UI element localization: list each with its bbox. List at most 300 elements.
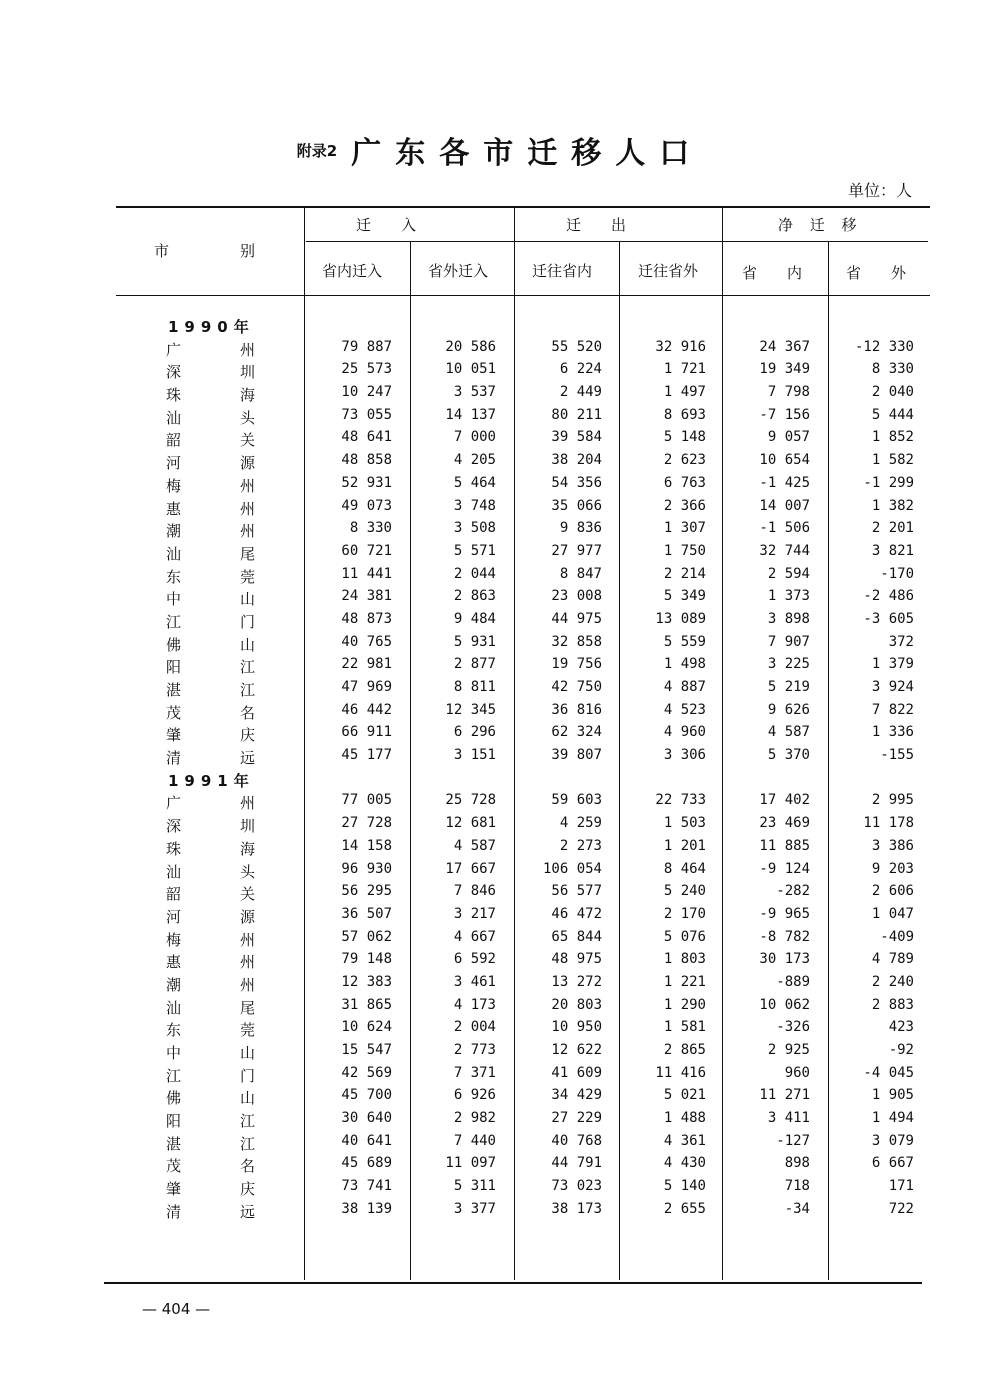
net-outside: 1 336: [871, 724, 914, 741]
city-name-2: 名: [240, 1157, 256, 1176]
city-name-2: 海: [240, 386, 256, 405]
in-outside: 20 586: [445, 338, 496, 355]
city-name-1: 珠: [166, 386, 182, 405]
in-within: 12 383: [341, 973, 392, 990]
table-row: [0, 1063, 1000, 1086]
in-within: 96 930: [341, 860, 392, 877]
in-outside: 6 926: [453, 1087, 496, 1104]
in-outside: 7 440: [453, 1132, 496, 1149]
net-within: -8 782: [759, 928, 810, 945]
header-city-1: 市: [154, 242, 170, 260]
table-row: [0, 609, 1000, 632]
city-name-2: 州: [240, 522, 256, 541]
out-within: 36 816: [551, 701, 602, 718]
out-within: 32 858: [551, 633, 602, 650]
net-outside: -2 486: [863, 588, 914, 605]
in-outside: 5 931: [453, 633, 496, 650]
out-within: 62 324: [551, 724, 602, 741]
net-outside: 372: [888, 633, 914, 650]
city-name-2: 州: [240, 930, 256, 949]
net-within: -127: [776, 1132, 810, 1149]
in-within: 25 573: [341, 361, 392, 378]
table-row: [0, 995, 1000, 1018]
net-outside: 2 240: [871, 973, 914, 990]
out-within: 2 449: [559, 384, 602, 401]
in-within: 52 931: [341, 474, 392, 491]
out-outside: 2 865: [663, 1042, 706, 1058]
in-outside: 17 667: [445, 860, 496, 877]
net-within: 2 925: [767, 1042, 810, 1058]
city-name-2: 江: [240, 1112, 256, 1131]
in-within: 36 507: [341, 905, 392, 922]
city-name-1: 清: [166, 1202, 182, 1221]
city-name-1: 江: [166, 612, 182, 631]
out-within: 4 259: [559, 815, 602, 832]
header-in-outside: 省外迁入: [428, 262, 489, 280]
net-outside: 4 789: [871, 951, 914, 968]
city-name-2: 圳: [240, 363, 256, 382]
table-row: [0, 745, 1000, 768]
in-within: 31 865: [341, 996, 392, 1013]
city-name-1: 韶: [166, 885, 182, 904]
net-outside: 2 883: [871, 996, 914, 1013]
out-outside: 1 497: [663, 384, 706, 401]
in-outside: 14 137: [445, 406, 496, 423]
table-row: [0, 1153, 1000, 1176]
table-row: [0, 473, 1000, 496]
net-outside: 3 821: [871, 542, 914, 559]
city-name-1: 佛: [166, 635, 182, 654]
out-outside: 1 307: [663, 520, 706, 537]
net-within: -34: [784, 1200, 810, 1217]
net-outside: 1 905: [871, 1087, 914, 1104]
net-outside: 2 040: [871, 384, 914, 401]
table-row: [0, 496, 1000, 519]
table-row: [0, 881, 1000, 904]
table-row: [0, 722, 1000, 745]
city-name-1: 河: [166, 454, 182, 473]
header-bottom-rule: [116, 295, 930, 296]
net-outside: 171: [888, 1178, 914, 1195]
net-within: -7 156: [759, 406, 810, 423]
in-within: 22 981: [341, 656, 392, 673]
header-net-outside: 省 外: [846, 264, 907, 282]
in-within: 42 569: [341, 1064, 392, 1081]
net-within: 898: [784, 1155, 810, 1172]
in-outside: 2 863: [453, 588, 496, 605]
in-outside: 3 151: [453, 747, 496, 764]
out-within: 44 975: [551, 610, 602, 627]
header-in-within: 省内迁入: [322, 262, 383, 280]
city-name-2: 莞: [240, 567, 256, 586]
net-within: -1 506: [759, 520, 810, 537]
table-row: [0, 1040, 1000, 1063]
net-within: 7 907: [767, 633, 810, 650]
table-row: [0, 927, 1000, 950]
in-outside: 8 811: [453, 679, 496, 695]
city-name-1: 广: [166, 794, 182, 813]
out-outside: 5 076: [663, 928, 706, 945]
net-outside: 1 582: [871, 452, 914, 469]
out-outside: 22 733: [655, 792, 706, 809]
table-row: [0, 1131, 1000, 1154]
city-name-1: 中: [166, 590, 182, 609]
net-within: 17 402: [759, 792, 810, 809]
city-name-2: 江: [240, 1134, 256, 1153]
net-within: 2 594: [767, 565, 810, 582]
net-within: 24 367: [759, 338, 810, 355]
net-outside: -409: [880, 928, 914, 945]
out-outside: 5 140: [663, 1178, 706, 1195]
out-outside: 2 214: [663, 565, 706, 582]
net-within: 4 587: [767, 724, 810, 741]
header-city-2: 别: [240, 242, 256, 260]
in-within: 79 148: [341, 951, 392, 968]
city-name-2: 头: [240, 408, 256, 427]
table-body: [0, 314, 1000, 1222]
in-outside: 3 508: [453, 520, 496, 537]
city-name-2: 门: [240, 1066, 256, 1085]
out-within: 56 577: [551, 883, 602, 900]
table-row: [0, 632, 1000, 655]
city-name-1: 潮: [166, 522, 182, 541]
table-row: [0, 337, 1000, 360]
net-outside: 6 667: [871, 1155, 914, 1172]
city-name-2: 源: [240, 454, 256, 473]
city-name-2: 州: [240, 953, 256, 972]
out-outside: 1 221: [663, 973, 706, 990]
in-within: 15 547: [341, 1042, 392, 1058]
out-outside: 1 201: [663, 837, 706, 854]
net-outside: 1 852: [871, 429, 914, 446]
out-within: 38 173: [551, 1200, 602, 1217]
in-within: 30 640: [341, 1110, 392, 1127]
table-row: [0, 405, 1000, 428]
out-within: 12 622: [551, 1042, 602, 1058]
in-within: 45 689: [341, 1155, 392, 1172]
out-outside: 6 763: [663, 474, 706, 491]
in-within: 49 073: [341, 497, 392, 514]
city-name-2: 尾: [240, 998, 256, 1017]
city-name-2: 江: [240, 681, 256, 699]
out-within: 44 791: [551, 1155, 602, 1172]
in-within: 77 005: [341, 792, 392, 809]
city-name-1: 汕: [166, 408, 182, 427]
city-name-1: 河: [166, 907, 182, 926]
table-row: [0, 813, 1000, 836]
in-outside: 7 000: [453, 429, 496, 446]
net-within: 3 225: [767, 656, 810, 673]
in-within: 45 177: [341, 747, 392, 764]
year-label: 1991年: [168, 771, 255, 790]
net-outside: -1 299: [863, 474, 914, 491]
header-out-within: 迁往省内: [532, 262, 593, 280]
out-within: 10 950: [551, 1019, 602, 1036]
net-outside: 3 924: [871, 679, 914, 695]
in-outside: 2 877: [453, 656, 496, 673]
net-outside: 9 203: [871, 860, 914, 877]
out-within: 38 204: [551, 452, 602, 469]
in-within: 56 295: [341, 883, 392, 900]
out-within: 54 356: [551, 474, 602, 491]
out-outside: 3 306: [663, 747, 706, 764]
out-outside: 2 623: [663, 452, 706, 469]
in-outside: 6 296: [453, 724, 496, 741]
in-outside: 9 484: [453, 610, 496, 627]
out-outside: 4 523: [663, 701, 706, 718]
table-row: [0, 1017, 1000, 1040]
appendix-label: 附录2: [296, 141, 338, 160]
city-name-2: 头: [240, 862, 256, 881]
city-name-2: 州: [240, 499, 256, 518]
city-name-1: 汕: [166, 544, 182, 563]
out-outside: 5 021: [663, 1087, 706, 1104]
in-within: 14 158: [341, 837, 392, 854]
in-within: 73 055: [341, 406, 392, 423]
net-outside: 7 822: [871, 701, 914, 718]
city-name-2: 山: [240, 1044, 256, 1062]
out-within: 27 229: [551, 1110, 602, 1127]
out-within: 48 975: [551, 951, 602, 968]
net-within: 3 898: [767, 610, 810, 627]
out-outside: 1 488: [663, 1110, 706, 1127]
out-outside: 8 693: [663, 406, 706, 423]
net-outside: 5 444: [871, 406, 914, 423]
in-outside: 4 173: [453, 996, 496, 1013]
table-row: [0, 677, 1000, 700]
table-row: [0, 427, 1000, 450]
net-outside: 1 047: [871, 905, 914, 922]
city-name-1: 清: [166, 749, 182, 768]
city-name-1: 珠: [166, 839, 182, 858]
in-within: 79 887: [341, 338, 392, 355]
table-row: [0, 859, 1000, 882]
city-name-1: 广: [166, 340, 182, 359]
out-outside: 4 887: [663, 679, 706, 695]
net-outside: 1 379: [871, 656, 914, 673]
city-name-1: 韶: [166, 431, 182, 450]
city-name-2: 山: [240, 590, 256, 609]
in-outside: 4 667: [453, 928, 496, 945]
table-bottom-rule: [104, 1282, 922, 1284]
city-name-2: 莞: [240, 1021, 256, 1040]
out-within: 6 224: [559, 361, 602, 378]
in-outside: 3 748: [453, 497, 496, 514]
city-name-1: 潮: [166, 975, 182, 994]
net-outside: 2 201: [871, 520, 914, 537]
out-within: 13 272: [551, 973, 602, 990]
in-outside: 25 728: [445, 792, 496, 809]
net-within: 14 007: [759, 497, 810, 514]
table-row: [0, 949, 1000, 972]
net-within: -9 124: [759, 860, 810, 877]
in-within: 8 330: [349, 520, 392, 537]
out-within: 35 066: [551, 497, 602, 514]
in-outside: 3 377: [453, 1200, 496, 1217]
out-outside: 4 960: [663, 724, 706, 741]
in-within: 73 741: [341, 1178, 392, 1195]
city-name-2: 门: [240, 612, 256, 631]
net-within: 5 219: [767, 679, 810, 695]
out-outside: 32 916: [655, 338, 706, 355]
in-outside: 2 004: [453, 1019, 496, 1036]
in-outside: 10 051: [445, 361, 496, 378]
net-outside: 423: [888, 1019, 914, 1036]
net-within: 30 173: [759, 951, 810, 968]
net-outside: -3 605: [863, 610, 914, 627]
out-within: 55 520: [551, 338, 602, 355]
table-row: [0, 1176, 1000, 1199]
net-within: -326: [776, 1019, 810, 1036]
in-outside: 7 846: [453, 883, 496, 900]
page-title: [0, 128, 1000, 172]
in-outside: 11 097: [445, 1155, 496, 1172]
net-outside: 8 330: [871, 361, 914, 378]
in-outside: 3 461: [453, 973, 496, 990]
net-outside: 1 494: [871, 1110, 914, 1127]
table-row: [0, 700, 1000, 723]
net-within: 5 370: [767, 747, 810, 764]
out-within: 39 584: [551, 429, 602, 446]
out-outside: 13 089: [655, 610, 706, 627]
in-outside: 3 217: [453, 905, 496, 922]
in-within: 46 442: [341, 701, 392, 718]
net-within: 10 062: [759, 996, 810, 1013]
in-outside: 2 982: [453, 1110, 496, 1127]
net-outside: 11 178: [863, 815, 914, 832]
out-within: 23 008: [551, 588, 602, 605]
net-within: 960: [784, 1064, 810, 1081]
table-row: [0, 790, 1000, 813]
net-outside: -12 330: [854, 338, 914, 355]
net-within: 3 411: [767, 1110, 810, 1127]
page-number: — 404 —: [142, 1300, 211, 1318]
table-row: [0, 359, 1000, 382]
net-within: -1 425: [759, 474, 810, 491]
city-name-1: 肇: [166, 726, 182, 745]
city-name-1: 东: [166, 567, 182, 586]
net-within: 11 885: [759, 837, 810, 854]
city-name-1: 惠: [166, 499, 182, 518]
out-outside: 2 655: [663, 1200, 706, 1217]
year-label: 1990年: [168, 318, 255, 336]
in-within: 27 728: [341, 815, 392, 832]
net-within: 10 654: [759, 452, 810, 469]
city-name-2: 州: [240, 340, 256, 359]
in-outside: 12 345: [445, 701, 496, 718]
in-outside: 5 571: [453, 542, 496, 559]
in-within: 47 969: [341, 679, 392, 695]
table-row: [0, 564, 1000, 587]
city-name-2: 州: [240, 975, 256, 994]
table-row: [0, 1108, 1000, 1131]
in-outside: 7 371: [453, 1064, 496, 1081]
table-row: [0, 836, 1000, 859]
in-outside: 5 311: [453, 1178, 496, 1195]
out-within: 19 756: [551, 656, 602, 673]
in-outside: 2 773: [453, 1042, 496, 1058]
out-outside: 11 416: [655, 1064, 706, 1081]
in-within: 48 858: [341, 452, 392, 469]
out-outside: 5 559: [663, 633, 706, 650]
net-outside: -4 045: [863, 1064, 914, 1081]
net-within: 1 373: [767, 588, 810, 605]
year-row: [0, 768, 1000, 791]
table-row: [0, 904, 1000, 927]
out-within: 40 768: [551, 1132, 602, 1149]
city-name-2: 海: [240, 839, 256, 858]
city-name-1: 湛: [166, 1134, 182, 1153]
net-within: 11 271: [759, 1087, 810, 1104]
city-name-1: 汕: [166, 998, 182, 1017]
city-name-1: 湛: [166, 681, 182, 699]
net-within: 9 057: [767, 429, 810, 446]
net-outside: 1 382: [871, 497, 914, 514]
out-outside: 4 430: [663, 1155, 706, 1172]
net-within: 32 744: [759, 542, 810, 559]
out-within: 20 803: [551, 996, 602, 1013]
out-outside: 1 290: [663, 996, 706, 1013]
in-within: 57 062: [341, 928, 392, 945]
out-outside: 8 464: [663, 860, 706, 877]
city-name-1: 阳: [166, 1112, 182, 1131]
city-name-1: 梅: [166, 476, 182, 495]
table-row: [0, 382, 1000, 405]
out-outside: 5 240: [663, 883, 706, 900]
net-within: -9 965: [759, 905, 810, 922]
city-name-2: 名: [240, 703, 256, 722]
in-within: 10 247: [341, 384, 392, 401]
in-outside: 4 587: [453, 837, 496, 854]
city-name-2: 源: [240, 907, 256, 926]
out-outside: 1 581: [663, 1019, 706, 1036]
net-outside: -92: [888, 1042, 914, 1058]
in-outside: 12 681: [445, 815, 496, 832]
table-row: [0, 972, 1000, 995]
city-name-2: 关: [240, 431, 256, 450]
year-row: [0, 314, 1000, 337]
out-outside: 1 721: [663, 361, 706, 378]
city-name-1: 茂: [166, 703, 182, 722]
out-outside: 1 498: [663, 656, 706, 673]
out-within: 59 603: [551, 792, 602, 809]
net-within: 9 626: [767, 701, 810, 718]
net-outside: -170: [880, 565, 914, 582]
in-outside: 6 592: [453, 951, 496, 968]
in-outside: 5 464: [453, 474, 496, 491]
net-within: 7 798: [767, 384, 810, 401]
table-row: [0, 541, 1000, 564]
out-outside: 1 803: [663, 951, 706, 968]
out-within: 42 750: [551, 679, 602, 695]
header-group-out: 迁 出: [566, 216, 627, 234]
header-group-net: 净 迁 移: [778, 216, 863, 234]
out-within: 106 054: [542, 860, 602, 877]
in-within: 60 721: [341, 542, 392, 559]
city-name-1: 江: [166, 1066, 182, 1085]
in-within: 10 624: [341, 1019, 392, 1036]
city-name-2: 山: [240, 635, 256, 654]
net-outside: 3 386: [871, 837, 914, 854]
city-name-1: 中: [166, 1044, 182, 1062]
city-name-1: 茂: [166, 1157, 182, 1176]
table-row: [0, 450, 1000, 473]
city-name-1: 佛: [166, 1089, 182, 1108]
city-name-2: 山: [240, 1089, 256, 1108]
header-group-in: 迁 入: [356, 216, 417, 234]
out-outside: 2 366: [663, 497, 706, 514]
out-within: 34 429: [551, 1087, 602, 1104]
